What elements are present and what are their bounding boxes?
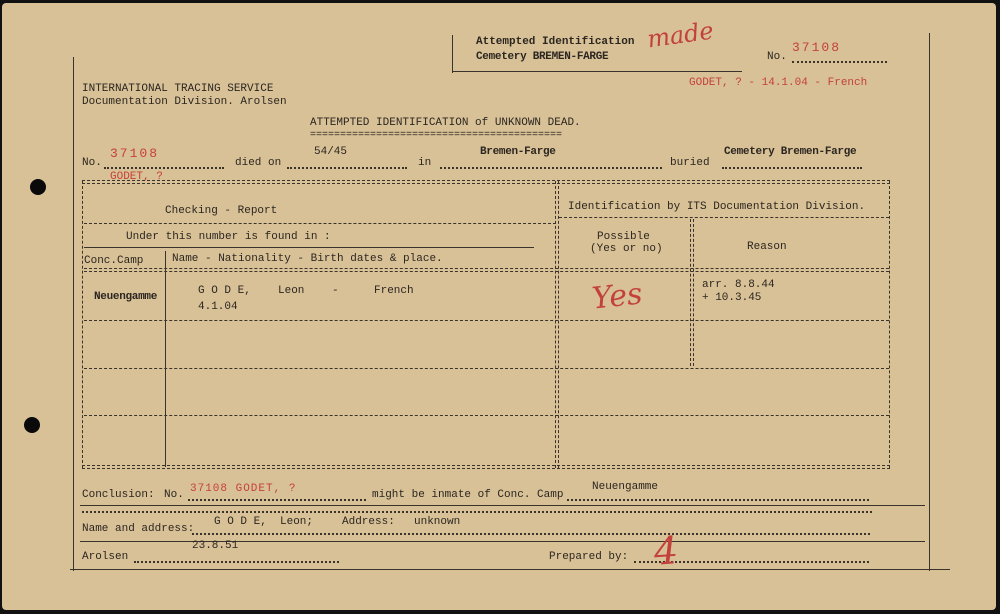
record-in-value: Bremen-Farge — [480, 146, 556, 158]
record-buried-label: buried — [670, 157, 710, 169]
row1-reason-line1: arr. 8.8.44 — [702, 279, 775, 291]
header-no-value: 37108 — [792, 40, 842, 55]
form-title: ATTEMPTED IDENTIFICATION of UNKNOWN DEAD. — [310, 117, 581, 129]
date: 23.8.51 — [192, 540, 239, 552]
table-left-border — [82, 181, 83, 468]
index-card — [2, 3, 996, 610]
row1-possible-handwritten: Yes — [590, 276, 645, 317]
conclusion-inmate-text: might be inmate of Conc. Camp — [372, 489, 564, 501]
stamp-line2: Cemetery BREMEN-FARGE — [476, 51, 609, 63]
record-buried-value: Cemetery Bremen-Farge — [724, 146, 857, 158]
table-row-rule-1 — [84, 320, 889, 321]
table-divider-main — [555, 181, 556, 468]
city: Arolsen — [82, 551, 129, 563]
frame-right — [929, 33, 930, 571]
conclusion-extra-dots — [82, 511, 872, 513]
prepared-mark-handwritten: 4 — [652, 528, 680, 574]
record-in-dots — [440, 167, 662, 169]
record-no-value: 37108 — [110, 146, 160, 161]
header-identification: Identification by ITS Documentation Division. — [568, 201, 866, 213]
header-no-label: No. — [767, 51, 787, 63]
name-address-first: Leon; — [280, 516, 314, 528]
org-name: INTERNATIONAL TRACING SERVICE — [82, 83, 274, 95]
table-row-rule-3 — [84, 415, 889, 416]
frame-bottom — [70, 569, 950, 570]
conclusion-no-value: 37108 GODET, ? — [190, 483, 297, 495]
table-divider-main-b — [558, 181, 559, 468]
record-buried-dots — [722, 167, 862, 169]
row1-birth: 4.1.04 — [198, 301, 238, 313]
header-yes-or-no: (Yes or no) — [590, 243, 663, 255]
table-rule-2 — [84, 247, 534, 248]
conclusion-camp-dots — [567, 499, 869, 501]
punch-hole-bottom — [24, 417, 40, 433]
table-right-border — [889, 181, 890, 468]
header-possible: Possible — [597, 231, 650, 243]
header-subject: GODET, ? - 14.1.04 - French — [689, 77, 868, 89]
conclusion-label: Conclusion: — [82, 489, 155, 501]
record-no-label: No. — [82, 157, 102, 169]
punch-hole-top — [30, 179, 46, 195]
stamp-border-bottom — [452, 71, 742, 72]
frame-left — [73, 57, 74, 571]
footer-rule — [80, 505, 925, 506]
stamp-made-handwritten: made — [645, 16, 716, 54]
header-no-dots — [792, 61, 887, 63]
row1-nationality: French — [374, 285, 414, 297]
table-top-border — [82, 180, 890, 184]
row1-first-name: Leon — [278, 285, 305, 297]
row1-camp: Neuengamme — [94, 291, 158, 303]
header-name-nationality: Name - Nationality - Birth dates & place. — [172, 253, 443, 265]
prepared-label: Prepared by: — [549, 551, 629, 563]
conclusion-camp-value: Neuengamme — [592, 481, 659, 493]
address-label: Address: — [342, 516, 395, 528]
stamp-border-left — [452, 35, 453, 73]
org-division: Documentation Division. Arolsen — [82, 96, 287, 108]
table-rule-1 — [84, 223, 556, 224]
row1-reason-line2: + 10.3.45 — [702, 292, 762, 304]
record-in-label: in — [418, 157, 432, 169]
name-address-label: Name and address: — [82, 523, 195, 535]
name-address-dots — [192, 533, 870, 535]
row1-dash: - — [332, 285, 339, 297]
header-under-number: Under this number is found in : — [126, 231, 331, 243]
name-address-value: G O D E, — [214, 516, 267, 528]
conclusion-no-label: No. — [164, 489, 184, 501]
header-checking-report: Checking - Report — [165, 205, 278, 217]
record-died-dots — [287, 167, 407, 169]
header-conc-camp: Conc.Camp — [84, 255, 144, 267]
record-died-label: died on — [235, 157, 282, 169]
date-dots — [134, 561, 339, 563]
form-title-underline: ========================================== — [310, 130, 563, 141]
record-died-value: 54/45 — [314, 146, 348, 158]
record-name-note: GODET, ? — [110, 171, 163, 183]
table-header-rule — [84, 268, 889, 272]
stamp-line1: Attempted Identification — [476, 36, 635, 48]
row1-name: G O D E, — [198, 285, 251, 297]
address-value: unknown — [414, 516, 461, 528]
table-row-rule-2 — [84, 368, 889, 369]
table-bottom-border — [82, 465, 890, 469]
record-no-dots — [104, 167, 224, 169]
table-divider-reason-b — [693, 219, 694, 366]
table-divider-camp — [165, 251, 166, 467]
table-rule-1b — [559, 217, 889, 218]
table-divider-reason — [690, 219, 691, 366]
conclusion-no-dots — [188, 499, 366, 501]
header-reason: Reason — [747, 241, 787, 253]
